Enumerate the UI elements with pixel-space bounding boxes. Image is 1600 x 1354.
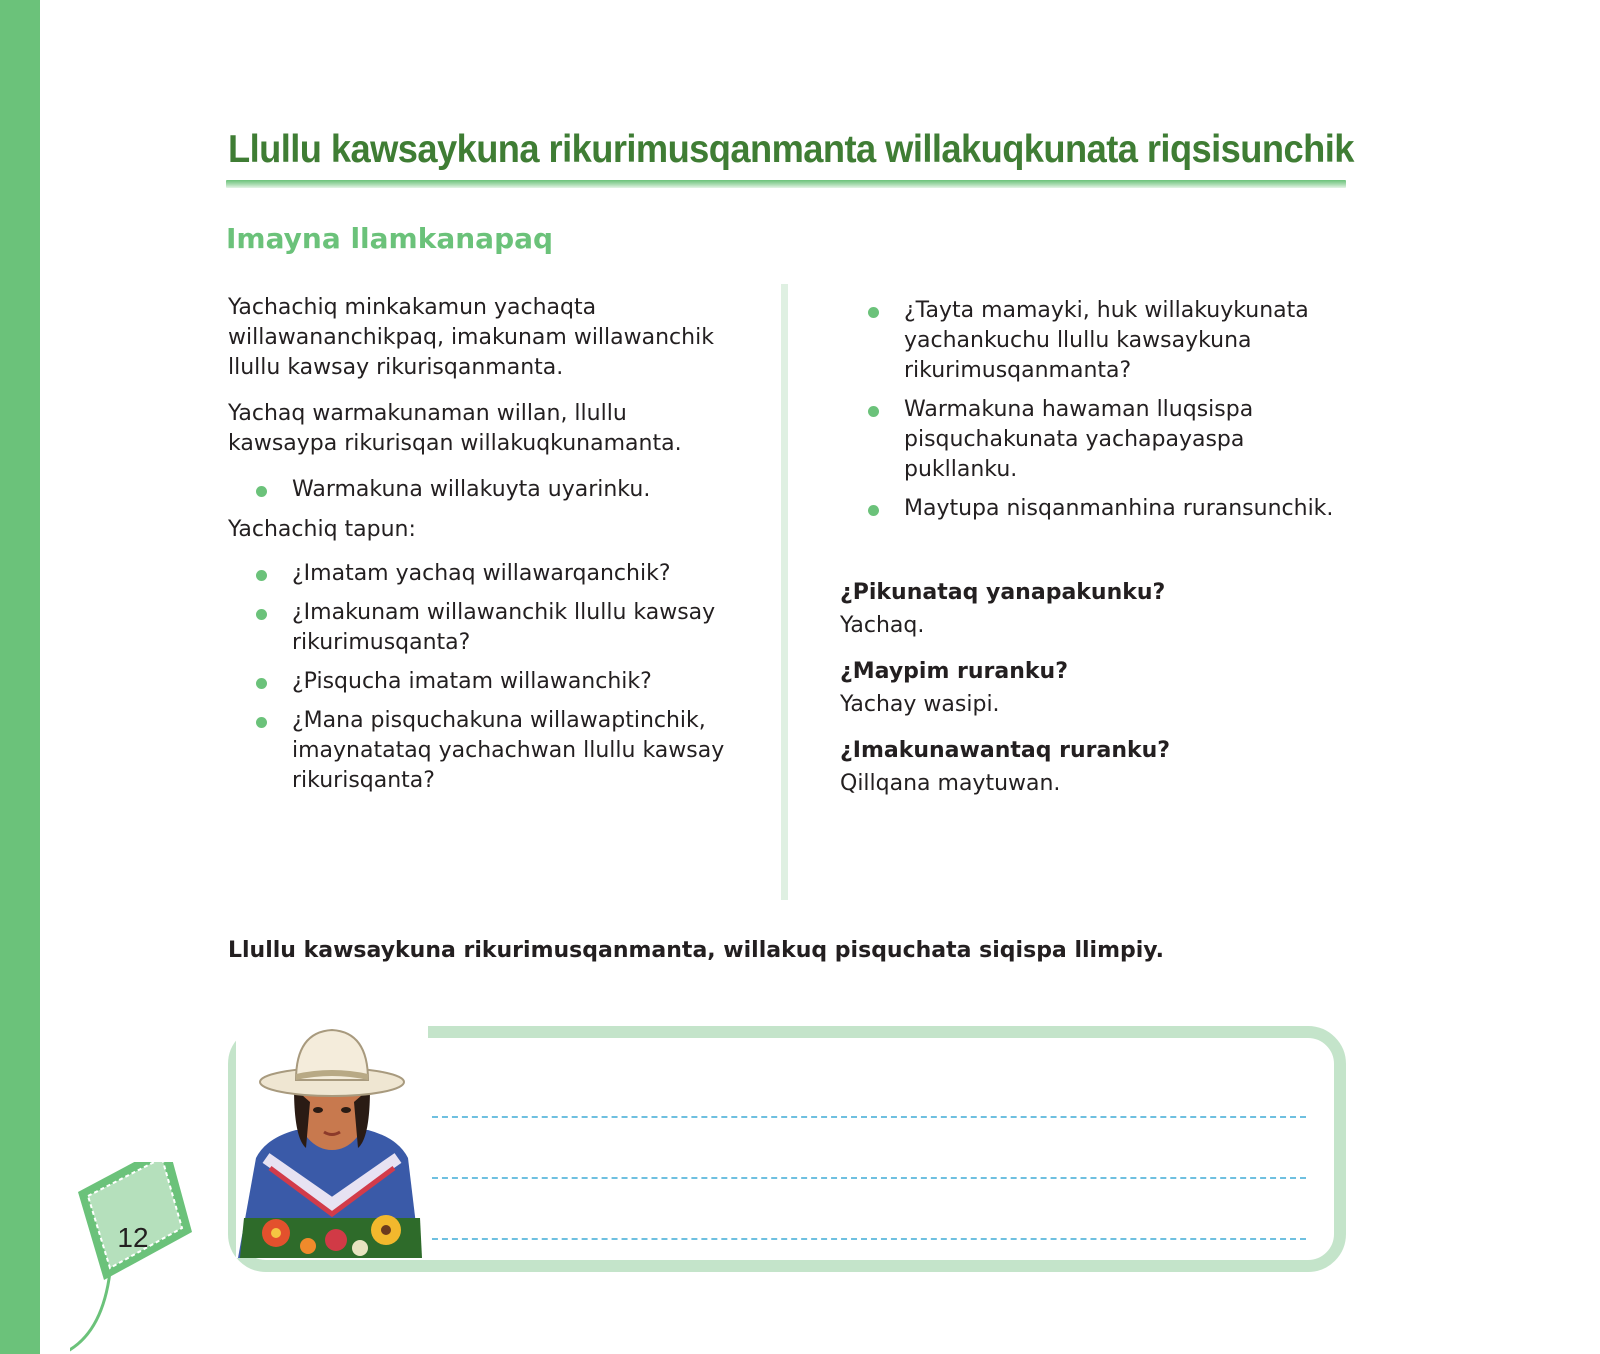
list-item: Warmakuna hawaman lluqsispa pisquchakunata yachapayaspa pukllanku. bbox=[904, 395, 1340, 485]
writing-line-1[interactable] bbox=[422, 1116, 1306, 1118]
bullet-dot-icon bbox=[868, 406, 879, 417]
paragraph-3: Yachachiq tapun: bbox=[228, 517, 416, 542]
question: ¿Imakunawantaq ruranku? bbox=[840, 738, 1171, 763]
paragraph-1: Yachachiq minkakamun yachaqta willawananchikpaq, imakunam willawanchik llullu kawsay rikurisqanmanta. bbox=[228, 295, 714, 380]
bullet-dot-icon bbox=[256, 570, 267, 581]
bullet-dot-icon bbox=[256, 717, 267, 728]
list-item: Maytupa nisqanmanhina ruransunchik. bbox=[904, 494, 1340, 524]
title-underline bbox=[226, 180, 1346, 188]
page-title: Llullu kawsaykuna rikurimusqanmanta willakuqkunata riqsisunchik bbox=[228, 128, 1354, 171]
page-number: 12 bbox=[117, 1222, 149, 1253]
list-item: ¿Pisqucha imatam willawanchik? bbox=[292, 667, 738, 697]
left-column bbox=[228, 293, 738, 806]
column-divider bbox=[781, 284, 788, 900]
bullet-dot-icon bbox=[868, 307, 879, 318]
section-heading: Imayna llamkanapaq bbox=[226, 222, 554, 255]
list-item: Warmakuna willakuyta uyarinku. bbox=[292, 475, 738, 505]
bullet-list-3 bbox=[840, 296, 1340, 524]
answer: Yachay wasipi. bbox=[840, 692, 1000, 717]
list-item: ¿Mana pisquchakuna willawaptinchik, imaynatataq yachachwan llullu kawsay rikurisqanta? bbox=[292, 706, 738, 796]
right-column bbox=[840, 296, 1340, 534]
activity-instruction: Llullu kawsaykuna rikurimusqanmanta, willakuq pisquchata siqispa llimpiy. bbox=[228, 938, 1164, 963]
question: ¿Pikunataq yanapakunku? bbox=[840, 580, 1166, 605]
girl-illustration bbox=[236, 1018, 428, 1258]
bullet-dot-icon bbox=[256, 678, 267, 689]
bullet-list-2 bbox=[228, 559, 738, 796]
bullet-dot-icon bbox=[256, 486, 267, 497]
bullet-dot-icon bbox=[256, 609, 267, 620]
answer: Qillqana maytuwan. bbox=[840, 771, 1061, 796]
bullet-dot-icon bbox=[868, 505, 879, 516]
qa-block bbox=[840, 578, 1340, 815]
writing-line-3[interactable] bbox=[422, 1238, 1306, 1240]
list-item: ¿Tayta mamayki, huk willakuykunata yachankuchu llullu kawsaykuna rikurimusqanmanta? bbox=[904, 296, 1340, 386]
writing-line-2[interactable] bbox=[422, 1177, 1306, 1179]
paragraph-2: Yachaq warmakunaman willan, llullu kawsaypa rikurisqan willakuqkunamanta. bbox=[228, 401, 682, 456]
bullet-list-1 bbox=[228, 475, 738, 505]
page-number-tag bbox=[70, 1162, 210, 1354]
answer: Yachaq. bbox=[840, 613, 925, 638]
left-green-band bbox=[0, 0, 40, 1354]
list-item: ¿Imatam yachaq willawarqanchik? bbox=[292, 559, 738, 589]
list-item: ¿Imakunam willawanchik llullu kawsay rikurimusqanta? bbox=[292, 598, 738, 658]
question: ¿Maypim ruranku? bbox=[840, 659, 1068, 684]
